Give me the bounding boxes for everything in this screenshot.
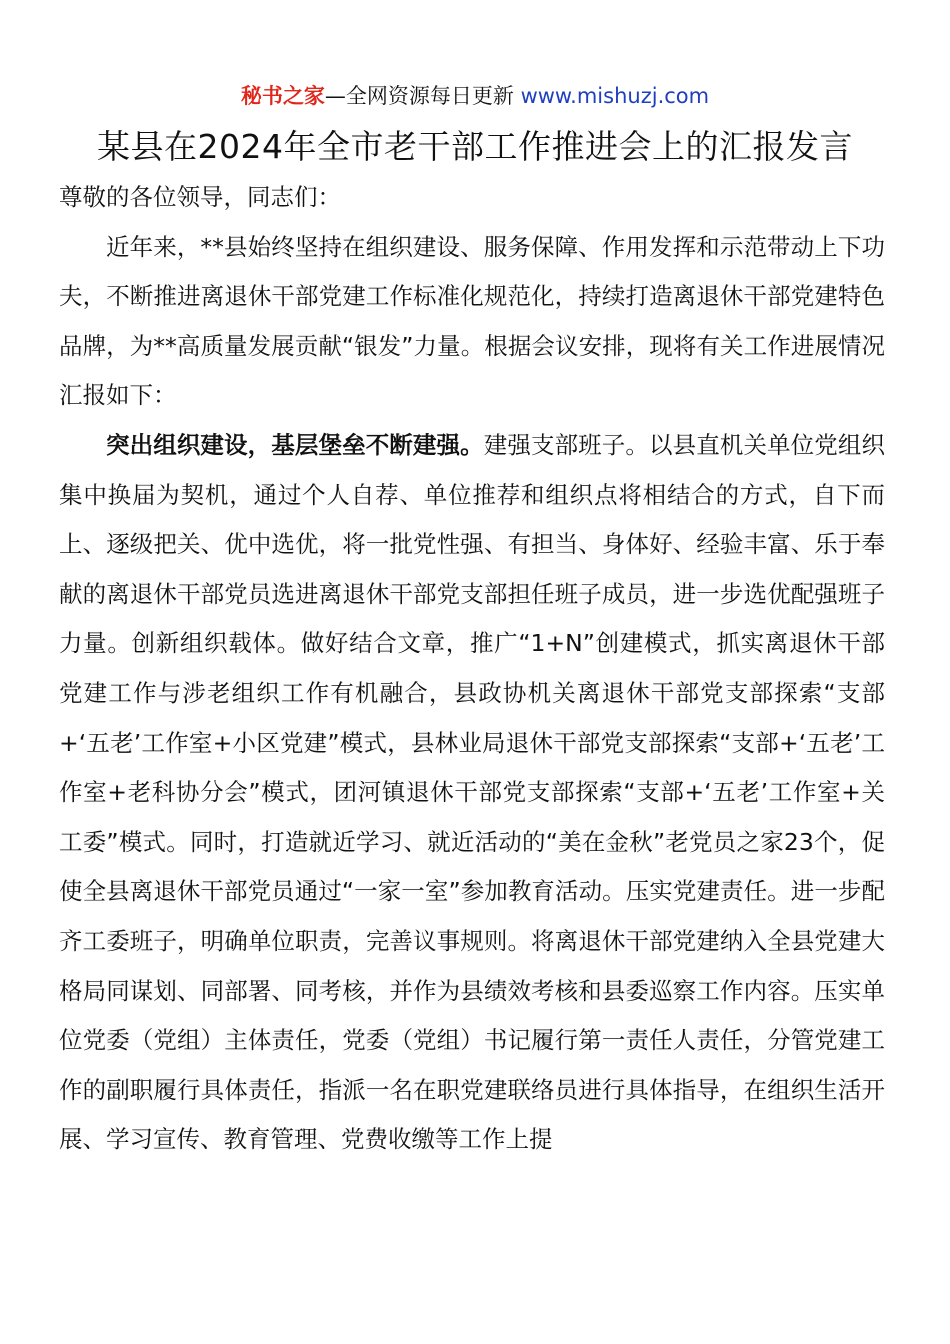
banner-tagline: —全网资源每日更新: [324, 84, 514, 108]
section-1-text: 建强支部班子。以县直机关单位党组织集中换届为契机，通过个人自荐、单位推荐和组织点将相结合的方式，自下而上、逐级把关、优中选优，将一批党性强、有担当、身体好、经验丰富、乐于奉献的离退休干部党员选进离退休干部党支部担任班子成员，进一步选优配强班子力量。创新组织载体。做好结合文章，推广“1+N”创建模式，抓实离退休干部党建工作与涉老组织工作有机融合，县政协机关离退休干部党支部探索“支部+‘五老’工作室+小区党建”模式，县林业局退休干部党支部探索“支部+‘五老’工作室+老科协分会”模式，团河镇退休干部党支部探索“支部+‘五老’工作室+关工委”模式。同时，打造就近学习、就近活动的“美在金秋”老党员之家23个，促使全县离退休干部党员通过“一家一室”参加教育活动。压实党建责任。进一步配齐工委班子，明确单位职责，完善议事规则。将离退休干部党建纳入全县党建大格局同谋划、同部署、同考核，并作为县绩效考核和县委巡察工作内容。压实单位党委（党组）主体责任，党委（党组）书记履行第一责任人责任，分管党建工作的副职履行具体责任，指派一名在职党建联络员进行具体指导，在组织生活开展、学习宣传、教育管理、党费收缴等工作上提: [59, 430, 885, 1154]
document-title: 某县在2024年全市老干部工作推进会上的汇报发言: [97, 127, 853, 166]
banner-brand: 秘书之家: [240, 84, 325, 108]
intro-paragraph: 近年来，**县始终坚持在组织建设、服务保障、作用发挥和示范带动上下功夫，不断推进离退休干部党建工作标准化规范化，持续打造离退休干部党建特色品牌，为**高质量发展贡献“银发”力量。根据会议安排，现将有关工作进展情况汇报如下：: [59, 232, 885, 410]
section-1-paragraph: [59, 421, 885, 1165]
salutation: 尊敬的各位领导，同志们：: [59, 183, 341, 211]
document-body: [59, 173, 885, 1165]
banner-site-link[interactable]: www.mishuzj.com: [513, 84, 710, 108]
site-banner: [0, 80, 950, 112]
section-1-heading: 突出组织建设，基层堡垒不断建强。: [106, 430, 484, 459]
